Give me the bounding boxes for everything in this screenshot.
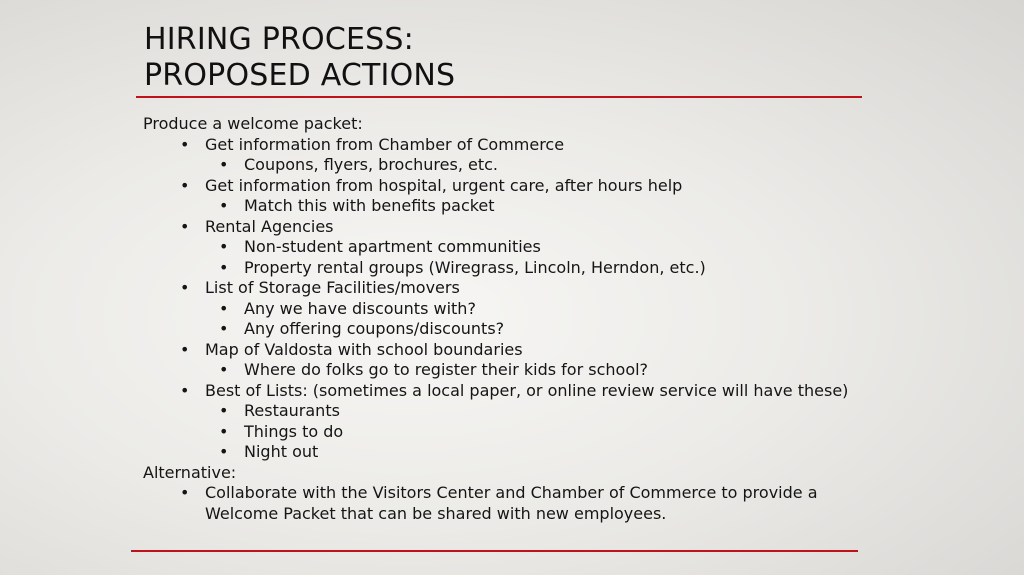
bullet-icon: • (219, 319, 229, 338)
sub-bullet-text: Night out (244, 442, 319, 461)
bullet-icon: • (219, 196, 229, 215)
bullet-text: Get information from Chamber of Commerce (205, 134, 565, 154)
bullet-icon: • (219, 401, 229, 420)
bullet-item-rental (143, 217, 863, 238)
sub-bullet-text: Any offering coupons/discounts? (244, 319, 505, 338)
sub-bullet-text: Restaurants (244, 401, 340, 420)
bullet-text: Collaborate with the Visitors Center and Chamber of Commerce to provide a Welcome Packet that can be shared with new employees. (205, 483, 818, 523)
sub-bullet-text: Where do folks go to register their kids for school? (244, 360, 649, 379)
lead-produce-packet: Produce a welcome packet: (143, 114, 363, 133)
slide-title-line-2: PROPOSED ACTIONS (144, 58, 456, 93)
bullet-icon: • (219, 298, 229, 318)
bullet-icon: • (180, 278, 190, 297)
bullet-icon: • (180, 483, 190, 502)
bullet-item-collaborate (143, 483, 863, 524)
slide-title (144, 22, 455, 94)
sub-bullet-item (143, 237, 863, 258)
sub-bullet-text: Coupons, flyers, brochures, etc. (244, 155, 498, 174)
sub-bullet-item (143, 401, 863, 422)
bullet-icon: • (180, 134, 190, 154)
slide-title-line-1: HIRING PROCESS: (144, 22, 414, 57)
bullet-item-storage (143, 278, 863, 299)
bullet-icon: • (219, 155, 229, 174)
bullet-item-chamber (143, 135, 863, 156)
sub-bullet-item (143, 155, 863, 176)
bullet-text: Get information from hospital, urgent care, after hours help (205, 175, 683, 195)
sub-bullet-item (143, 319, 863, 340)
sub-bullet-item (143, 299, 863, 320)
bullet-icon: • (180, 216, 190, 236)
bullet-text: Best of Lists: (sometimes a local paper, or online review service will have these) (205, 380, 849, 400)
sub-bullet-item (143, 196, 863, 217)
sub-bullet-text: Non-student apartment communities (244, 237, 541, 256)
bullet-text: List of Storage Facilities/movers (205, 278, 460, 297)
title-underline (136, 96, 862, 98)
bullet-text: Rental Agencies (205, 216, 334, 236)
bullet-icon: • (180, 380, 190, 400)
bullet-icon: • (180, 339, 190, 359)
bullet-icon: • (219, 257, 229, 277)
slide-body (143, 114, 863, 524)
sub-bullet-text: Things to do (244, 421, 344, 441)
lead-alternative: Alternative: (143, 462, 237, 482)
bullet-text: Map of Valdosta with school boundaries (205, 339, 523, 359)
bullet-item-map (143, 340, 863, 361)
bullet-icon: • (180, 175, 190, 195)
sub-bullet-item (143, 442, 863, 463)
bullet-icon: • (219, 421, 229, 441)
sub-bullet-item (143, 258, 863, 279)
bullet-icon: • (219, 237, 229, 256)
bullet-icon: • (219, 442, 229, 461)
sub-bullet-text: Property rental groups (Wiregrass, Lincoln, Herndon, etc.) (244, 257, 706, 277)
sub-bullet-item (143, 360, 863, 381)
footer-rule (131, 550, 858, 552)
sub-bullet-text: Match this with benefits packet (244, 196, 495, 215)
sub-bullet-item (143, 422, 863, 443)
bullet-icon: • (219, 360, 229, 379)
sub-bullet-text: Any we have discounts with? (244, 298, 476, 318)
bullet-item-best-of-lists (143, 381, 863, 402)
bullet-item-hospital (143, 176, 863, 197)
